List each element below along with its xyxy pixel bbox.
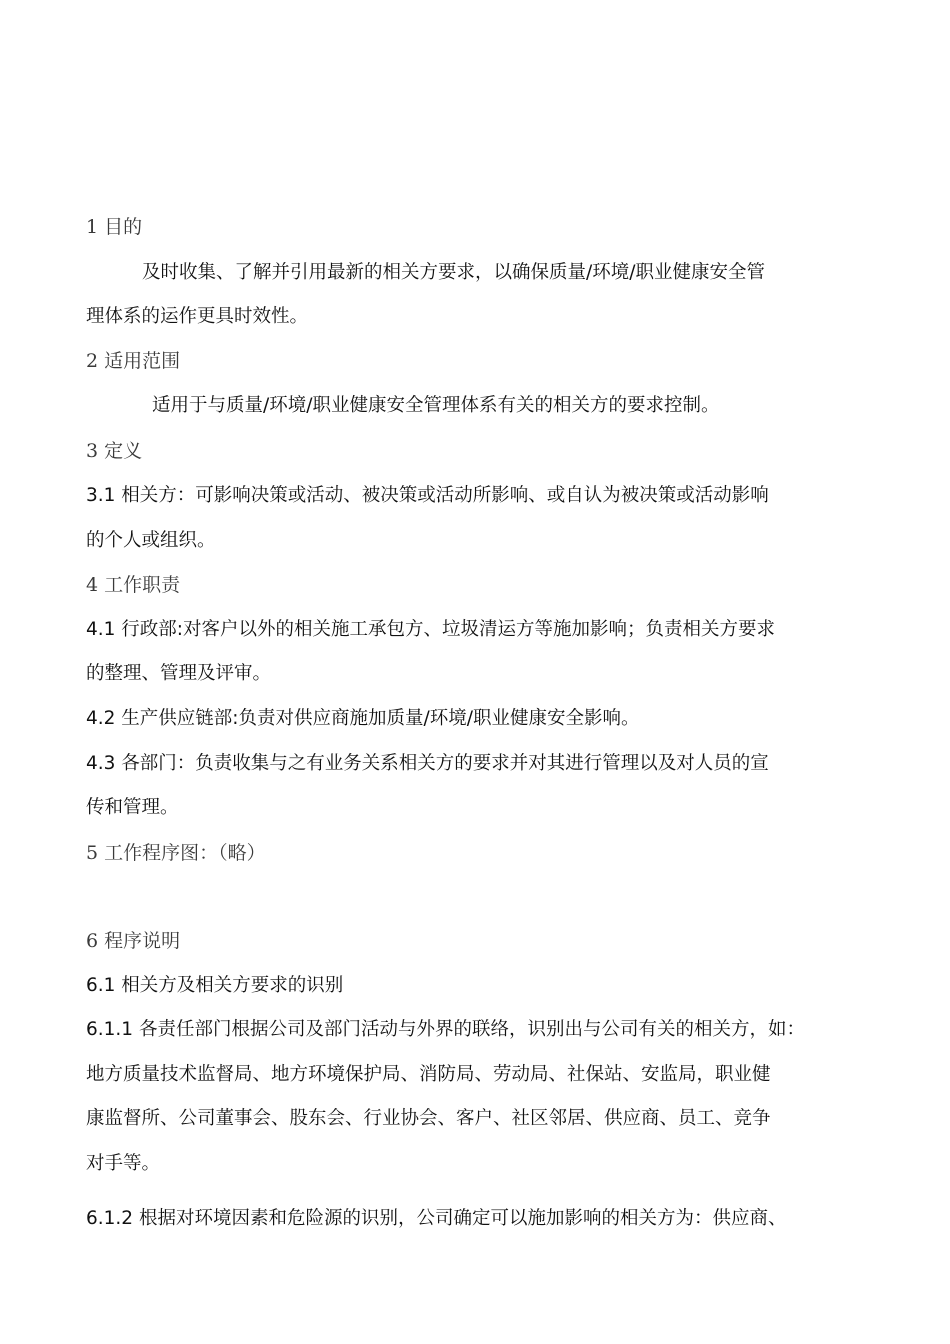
subsection-6-1-heading: 6.1 相关方及相关方要求的识别: [86, 975, 344, 996]
section-6-heading: 6 程序说明: [86, 930, 181, 952]
section-4-heading: 4 工作职责: [86, 574, 181, 596]
duty-4-2: 4.2 生产供应链部:负责对供应商施加质量/环境/职业健康安全影响。: [86, 708, 640, 729]
section-3-heading: 3 定义: [86, 440, 143, 462]
item-6-1-2-line-1: 6.1.2 根据对环境因素和危险源的识别，公司确定可以施加影响的相关方为：供应商、: [86, 1208, 787, 1229]
item-6-1-1-line-3: 康监督所、公司董事会、股东会、行业协会、客户、社区邻居、供应商、员工、竞争: [86, 1108, 771, 1129]
section-1-paragraph-line-2: 理体系的运作更具时效性。: [86, 306, 309, 327]
section-1-paragraph-line-1: 及时收集、了解并引用最新的相关方要求，以确保质量/环境/职业健康安全管: [142, 262, 765, 283]
duty-4-3-line-2: 传和管理。: [86, 797, 179, 818]
section-2-heading: 2 适用范围: [86, 350, 181, 372]
duty-4-3-line-1: 4.3 各部门：负责收集与之有业务关系相关方的要求并对其进行管理以及对人员的宣: [86, 753, 769, 774]
duty-4-1-line-1: 4.1 行政部:对客户以外的相关施工承包方、垃圾清运方等施加影响；负责相关方要求: [86, 619, 776, 640]
section-5-heading: 5 工作程序图：（略）: [86, 842, 266, 864]
item-6-1-1-line-4: 对手等。: [86, 1153, 161, 1174]
item-6-1-1-line-2: 地方质量技术监督局、地方环境保护局、消防局、劳动局、社保站、安监局，职业健: [86, 1064, 771, 1085]
section-1-heading: 1 目的: [86, 216, 143, 238]
section-2-paragraph: 适用于与质量/环境/职业健康安全管理体系有关的相关方的要求控制。: [152, 395, 720, 416]
duty-4-1-line-2: 的整理、管理及评审。: [86, 663, 272, 684]
definition-3-1-line-1: 3.1 相关方：可影响决策或活动、被决策或活动所影响、或自认为被决策或活动影响: [86, 485, 769, 506]
definition-3-1-line-2: 的个人或组织。: [86, 530, 216, 551]
item-6-1-1-line-1: 6.1.1 各责任部门根据公司及部门活动与外界的联络，识别出与公司有关的相关方，如：: [86, 1019, 805, 1040]
